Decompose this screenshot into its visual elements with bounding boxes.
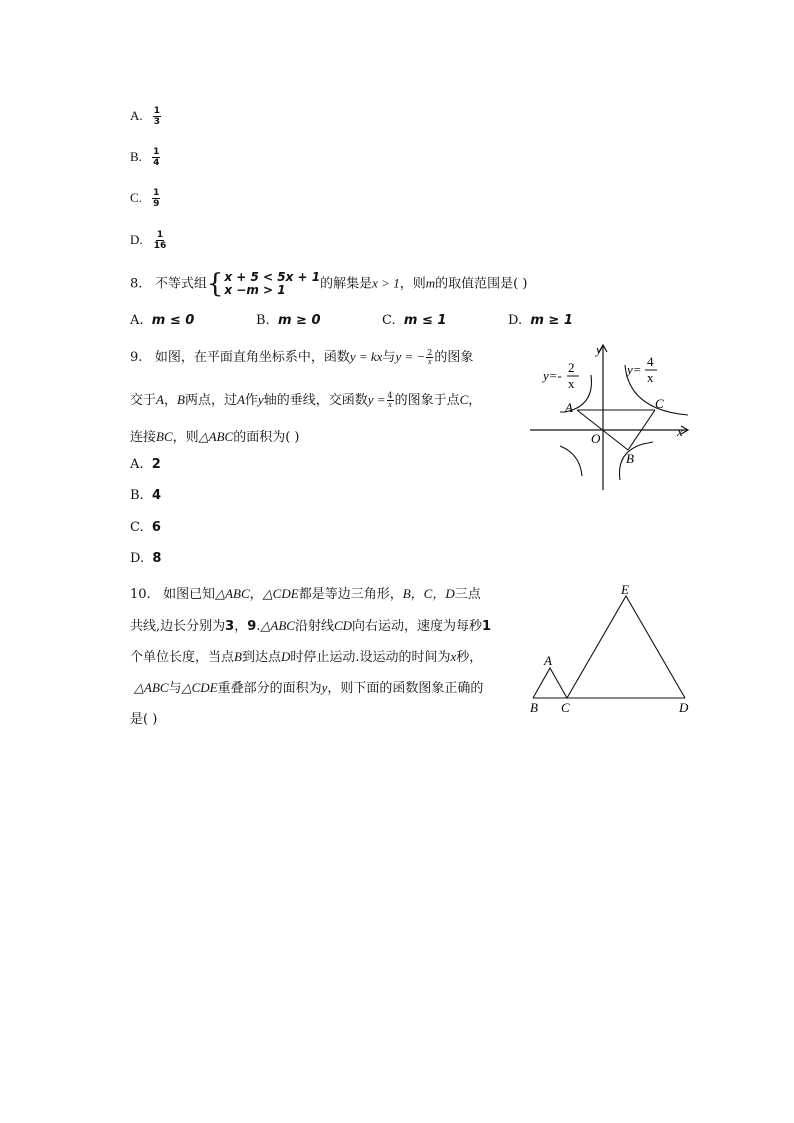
math: 1 — [482, 619, 492, 634]
math: y = kx — [349, 349, 383, 364]
q10-line-2 — [130, 615, 491, 634]
text: 重叠部分的面积为 — [217, 681, 322, 696]
q10-line-1 — [130, 583, 481, 602]
numerator: 1 — [153, 188, 160, 198]
option-value: 8 — [152, 551, 162, 566]
text: ， — [163, 393, 177, 408]
math: B — [234, 649, 242, 664]
math: B，C，D — [402, 586, 455, 601]
q8-option-a[interactable] — [130, 313, 194, 328]
inequality-system — [207, 271, 320, 297]
text: ， — [468, 393, 482, 408]
denominator: 3 — [153, 117, 161, 127]
fraction — [153, 230, 168, 251]
label-point-b: B — [626, 451, 634, 466]
math: △ABC — [198, 429, 234, 444]
label-point-d: D — [679, 700, 689, 715]
denominator: x — [428, 357, 432, 366]
denominator: 4 — [153, 158, 160, 168]
label-y-neg-num: 2 — [568, 360, 575, 375]
denominator: 16 — [153, 241, 167, 251]
text: 的图象于点 — [394, 393, 460, 408]
text: 都是等边三角形， — [298, 587, 403, 602]
inequality-row-2: x −m > 1 — [224, 283, 286, 297]
math: △ABC — [215, 586, 250, 601]
q8-condition: x > 1 — [372, 275, 400, 291]
option-label: B. — [130, 149, 142, 164]
q9-option-d[interactable] — [130, 551, 161, 566]
brace: { — [206, 269, 224, 299]
text: 沿射线 — [294, 619, 334, 634]
option-value: 2 — [151, 457, 161, 472]
q7-option-a[interactable] — [130, 106, 161, 127]
q8-middle: 的解集是 — [320, 276, 373, 292]
q9-option-a[interactable] — [130, 457, 161, 472]
numerator: 1 — [153, 106, 161, 116]
numerator: 4 — [387, 391, 393, 400]
text: 时停止运动.设运动的时间为 — [290, 650, 451, 665]
text: ， — [249, 587, 263, 602]
label-point-c: C — [655, 396, 664, 411]
text: 秒， — [456, 650, 483, 665]
q9-option-c[interactable] — [130, 520, 161, 535]
label-point-a: A — [565, 400, 573, 415]
option-label: A. — [130, 108, 143, 123]
math: D — [280, 649, 291, 664]
text: 作 — [244, 393, 258, 408]
option-text: m ≥ 0 — [277, 313, 321, 328]
text: ，则 — [172, 430, 199, 445]
q9-line-3 — [130, 426, 300, 445]
q8-suffix-b: 的取值范围是( ) — [435, 276, 528, 292]
math: y — [257, 392, 264, 407]
option-value: 4 — [151, 488, 161, 503]
option-value: 6 — [151, 520, 161, 535]
text: 的图象 — [434, 350, 474, 365]
q8-option-b[interactable] — [256, 313, 321, 328]
denominator: x — [388, 400, 392, 409]
math: y = — [367, 392, 386, 407]
triangle-abc — [533, 668, 567, 698]
q10-figure — [525, 580, 700, 720]
text: 与 — [168, 681, 182, 696]
math: △CDE — [262, 586, 299, 601]
q8-variable: m — [425, 275, 436, 291]
triangle-cde — [567, 596, 685, 698]
text: . — [256, 619, 261, 634]
curve-pos4-lower — [560, 446, 582, 476]
text: 如图，在平面直角坐标系中，函数 — [154, 350, 350, 365]
label-origin-o: O — [591, 431, 601, 446]
math: 9 — [247, 619, 257, 634]
label-point-c: C — [561, 700, 570, 715]
label-point-a: A — [544, 653, 552, 668]
numerator: 1 — [153, 147, 160, 157]
q9-line-1 — [130, 346, 473, 366]
question-number: 8. — [130, 276, 143, 292]
q7-option-d[interactable] — [130, 230, 167, 251]
q8-option-d[interactable] — [508, 313, 573, 328]
math: B — [176, 392, 185, 407]
math: x — [450, 649, 457, 664]
option-label: C. — [382, 313, 396, 328]
math: A — [156, 392, 164, 407]
fraction — [152, 147, 160, 168]
inline-fraction — [426, 349, 433, 366]
q8-stem — [130, 271, 527, 297]
math: △CDE — [181, 680, 218, 695]
option-label: C. — [130, 190, 142, 205]
label-y-neg-den: x — [568, 376, 575, 391]
q10-line-4 — [134, 677, 483, 696]
label-axis-x: x — [677, 424, 683, 439]
q8-prefix: 不等式组 — [154, 276, 207, 292]
math: A — [236, 392, 245, 407]
text: 个单位长度，当点 — [130, 650, 235, 665]
question-number: 10. — [130, 587, 151, 602]
q8-option-c[interactable] — [382, 313, 446, 328]
text: 是( ) — [130, 712, 158, 727]
q9-option-b[interactable] — [130, 488, 161, 503]
numerator: 1 — [156, 230, 164, 240]
option-label: B. — [130, 488, 144, 503]
text: 两点，过 — [184, 393, 237, 408]
text: ，则下面的函数图象正确的 — [327, 681, 484, 696]
q7-option-b[interactable] — [130, 147, 160, 168]
text: 如图已知 — [163, 587, 216, 602]
label-y-pos: y= — [627, 362, 642, 377]
text: 三点 — [454, 587, 481, 602]
text: 共线,边长分别为 — [130, 619, 226, 634]
inline-fraction — [387, 392, 394, 409]
option-label: D. — [130, 232, 143, 247]
text: 与 — [382, 350, 396, 365]
option-text: m ≤ 0 — [151, 313, 195, 328]
math: CD — [333, 618, 353, 633]
math: BC — [156, 429, 173, 444]
question-number: 9. — [130, 350, 143, 365]
text: ， — [234, 619, 248, 634]
math: 3 — [225, 619, 235, 634]
option-text: m ≥ 1 — [530, 313, 573, 328]
math: y — [321, 680, 328, 695]
label-axis-y: y — [596, 342, 602, 357]
option-label: D. — [508, 313, 523, 328]
denominator: 9 — [153, 199, 160, 209]
math: y = − — [395, 349, 426, 364]
option-label: A. — [130, 457, 144, 472]
text: 轴的垂线，交函数 — [263, 393, 368, 408]
math: △ABC — [260, 618, 295, 633]
numerator: 2 — [427, 348, 433, 357]
text: 向右运动，速度为每秒 — [352, 619, 483, 634]
option-label: C. — [130, 520, 144, 535]
q10-line-5 — [130, 708, 157, 727]
text: 的面积为( ) — [233, 430, 300, 445]
math: △ABC — [134, 680, 169, 695]
text: 连接 — [130, 430, 157, 445]
label-point-b: B — [530, 700, 538, 715]
label-y-pos-num: 4 — [647, 354, 654, 369]
fraction — [153, 106, 161, 127]
q8-suffix-a: ，则 — [399, 276, 426, 292]
option-label: D. — [130, 551, 145, 566]
fraction — [152, 188, 160, 209]
option-text: m ≤ 1 — [403, 313, 447, 328]
q7-option-c[interactable] — [130, 188, 160, 209]
inequality-row-1: x + 5 < 5x + 1 — [224, 270, 321, 284]
math: C — [459, 392, 469, 407]
label-y-neg: y=- — [543, 368, 562, 383]
q9-line-2 — [130, 389, 481, 409]
text: 到达点 — [241, 650, 281, 665]
option-label: A. — [130, 313, 144, 328]
q10-line-3 — [130, 646, 482, 665]
label-y-pos-den: x — [647, 370, 654, 385]
label-point-e: E — [621, 582, 629, 597]
q9-figure — [525, 340, 695, 495]
text: 交于 — [130, 393, 157, 408]
option-label: B. — [256, 313, 270, 328]
